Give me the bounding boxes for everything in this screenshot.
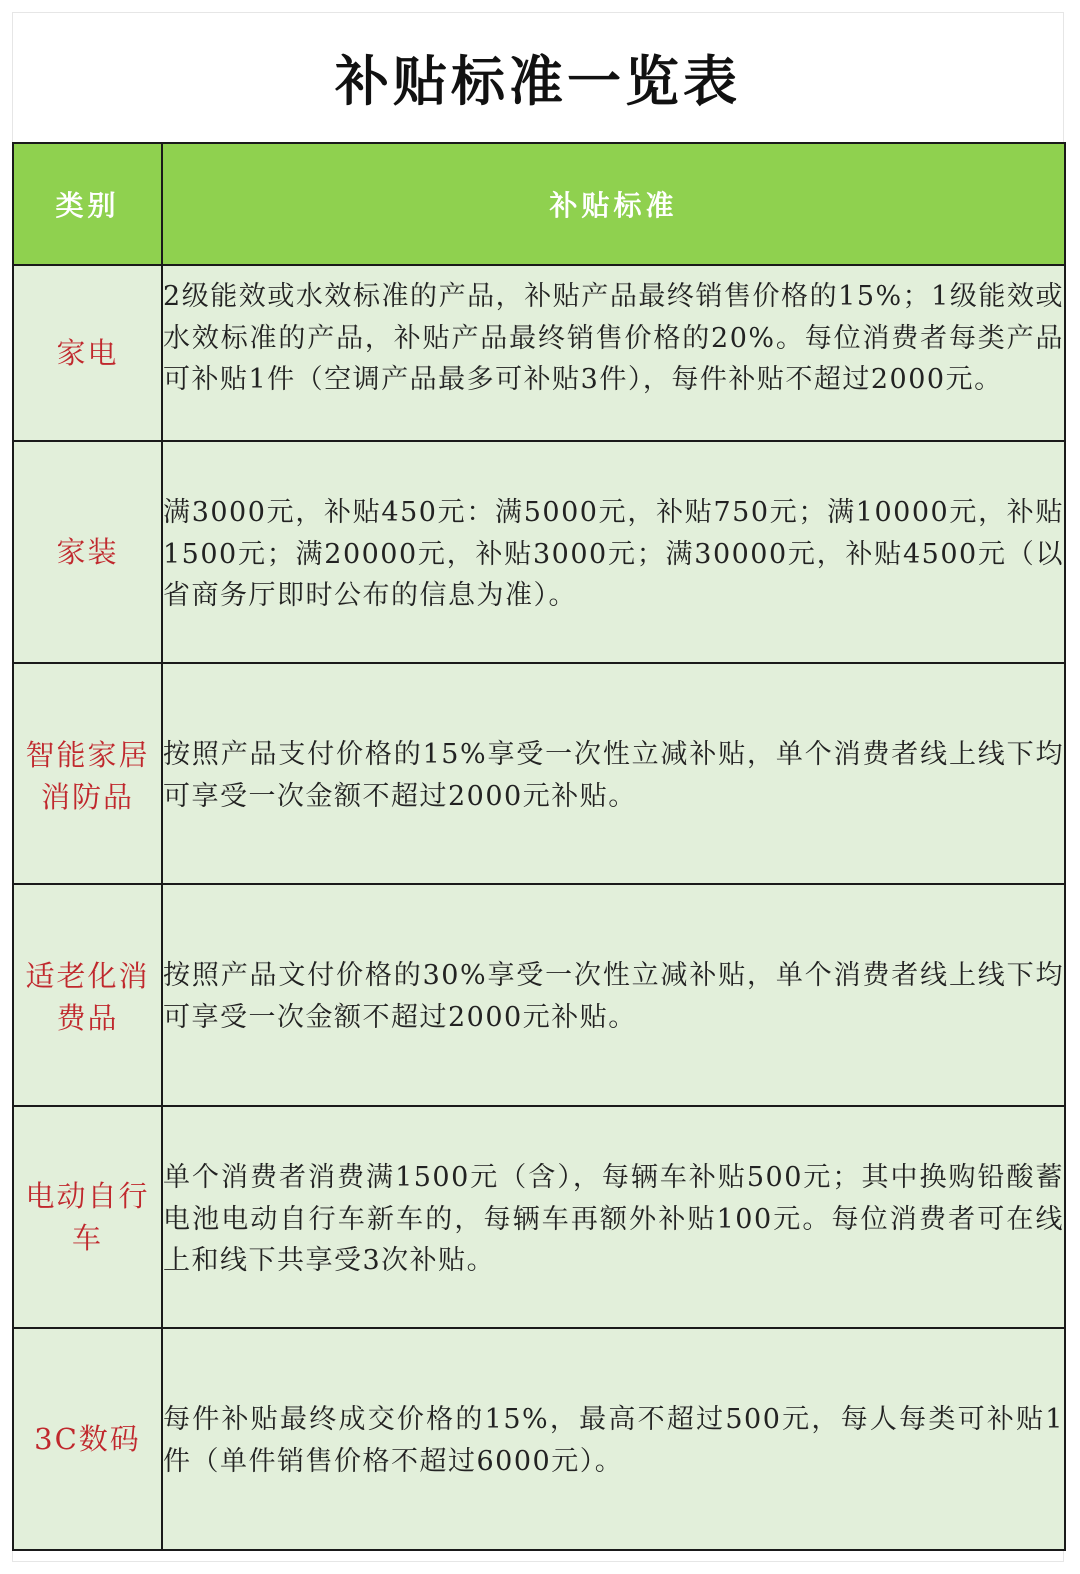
- table-body: [13, 265, 1065, 1550]
- row-standard: [162, 441, 1065, 663]
- header-row: [13, 143, 1065, 265]
- row-standard-text: 2级能效或水效标准的产品，补贴产品最终销售价格的15%；1级能效或水效标准的产品，补贴产品最终销售价格的20%。每位消费者每类产品可补贴1件（空调产品最多可补贴3件），每件补贴不超过2000元。: [163, 281, 1064, 395]
- header-standard: 补贴标准: [162, 143, 1065, 265]
- row-category: 家电: [13, 265, 162, 441]
- table-row: [13, 441, 1065, 663]
- table-row: [13, 1106, 1065, 1328]
- table-row: [13, 1328, 1065, 1550]
- row-standard-text: 按照产品支付价格的15%享受一次性立减补贴，单个消费者线上线下均可享受一次金额不超过2000元补贴。: [163, 739, 1064, 812]
- row-standard: [162, 663, 1065, 884]
- table-row: [13, 884, 1065, 1106]
- row-category: 适老化消费品: [13, 884, 162, 1106]
- row-category: 家装: [13, 441, 162, 663]
- row-standard: [162, 265, 1065, 441]
- table-row: [13, 265, 1065, 441]
- row-standard-text: 按照产品文付价格的30%享受一次性立减补贴，单个消费者线上线下均可享受一次金额不超过2000元补贴。: [163, 960, 1064, 1033]
- page-title: 补贴标准一览表: [335, 49, 741, 113]
- row-category: 智能家居消防品: [13, 663, 162, 884]
- row-category: 电动自行车: [13, 1106, 162, 1328]
- table-header: [13, 143, 1065, 265]
- row-standard: [162, 884, 1065, 1106]
- header-category: 类别: [13, 143, 162, 265]
- row-standard-text: 单个消费者消费满1500元（含），每辆车补贴500元；其中换购铅酸蓄电池电动自行车新车的，每辆车再额外补贴100元。每位消费者可在线上和线下共享受3次补贴。: [163, 1162, 1064, 1276]
- row-standard: [162, 1328, 1065, 1550]
- row-category: 3C数码: [13, 1328, 162, 1550]
- row-standard: [162, 1106, 1065, 1328]
- row-standard-text: 满3000元，补贴450元：满5000元，补贴750元；满10000元，补贴1500元；满20000元，补贴3000元；满30000元，补贴4500元（以省商务厅即时公布的信息为准）。: [163, 497, 1064, 611]
- subsidy-table: [12, 142, 1066, 1551]
- table-row: [13, 663, 1065, 884]
- row-standard-text: 每件补贴最终成交价格的15%，最高不超过500元，每人每类可补贴1件（单件销售价格不超过6000元）。: [163, 1404, 1064, 1477]
